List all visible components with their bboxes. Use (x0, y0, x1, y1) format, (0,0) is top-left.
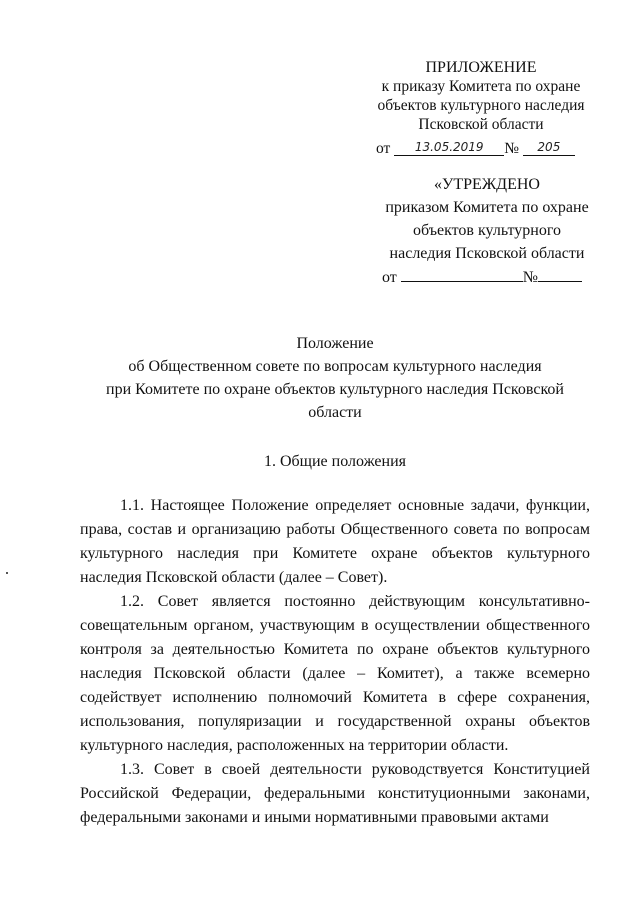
appendix-line: к приказу Комитета по охране (381, 78, 581, 95)
approved-line: наследия Псковской области (389, 245, 585, 262)
section-title: 1. Общие положения (263, 453, 407, 470)
heading-line: Положение (296, 335, 374, 352)
approved-block (374, 173, 600, 289)
date-field (401, 265, 523, 282)
number-field (523, 139, 575, 156)
appendix-line: объектов культурного наследия (377, 97, 585, 114)
date-field (394, 139, 504, 156)
appendix-line: Псковской области (418, 116, 544, 133)
number-label: № (522, 269, 539, 286)
approved-line: приказом Комитета по охране (385, 199, 589, 216)
heading-line: об Общественном совете по вопросам культурного наследия (128, 358, 542, 375)
number-field (538, 265, 582, 282)
approved-title: «УТРЕЖДЕНО (434, 176, 540, 193)
approved-date-row (374, 265, 600, 289)
heading-line: области (308, 404, 362, 421)
handwritten-date: 13.05.2019 (414, 140, 484, 154)
paragraph: 1.1. Настоящее Положение определяет основные задачи, функции, права, состав и организацию работы Общественного совета по вопросам культурного наследия при Комитете охране объектов культурного наследия Псковской области (далее – Совет). (80, 497, 590, 586)
document-heading (80, 332, 590, 424)
appendix-block (368, 58, 594, 158)
appendix-date-row (368, 139, 594, 158)
approved-line: объектов культурного (412, 222, 562, 239)
from-label: от (382, 269, 397, 286)
heading-line: при Комитете по охране объектов культурного наследия Псковской (106, 381, 564, 398)
paragraph: 1.3. Совет в своей деятельности руководствуется Конституцией Российской Федерации, федеральными конституционными законами, федеральными законами и иными нормативными правовыми актами (80, 761, 590, 826)
paragraph: 1.2. Совет является постоянно действующим консультативно-совещательным органом, участвующим в осуществлении общественного контроля за деятельностью Комитета по охране объектов культурного наследия Псковской области (далее – Комитет), а также всемерно содействует исполнению полномочий Комитета в сфере сохранения, использования, популяризации и государственной охраны объектов культурного наследия, расположенных на территории области. (80, 593, 590, 754)
body-text (80, 494, 590, 830)
from-label: от (376, 140, 391, 157)
appendix-title: ПРИЛОЖЕНИЕ (425, 59, 537, 76)
scan-speck (6, 572, 8, 574)
number-label: № (504, 140, 519, 157)
handwritten-number: 205 (537, 140, 561, 154)
